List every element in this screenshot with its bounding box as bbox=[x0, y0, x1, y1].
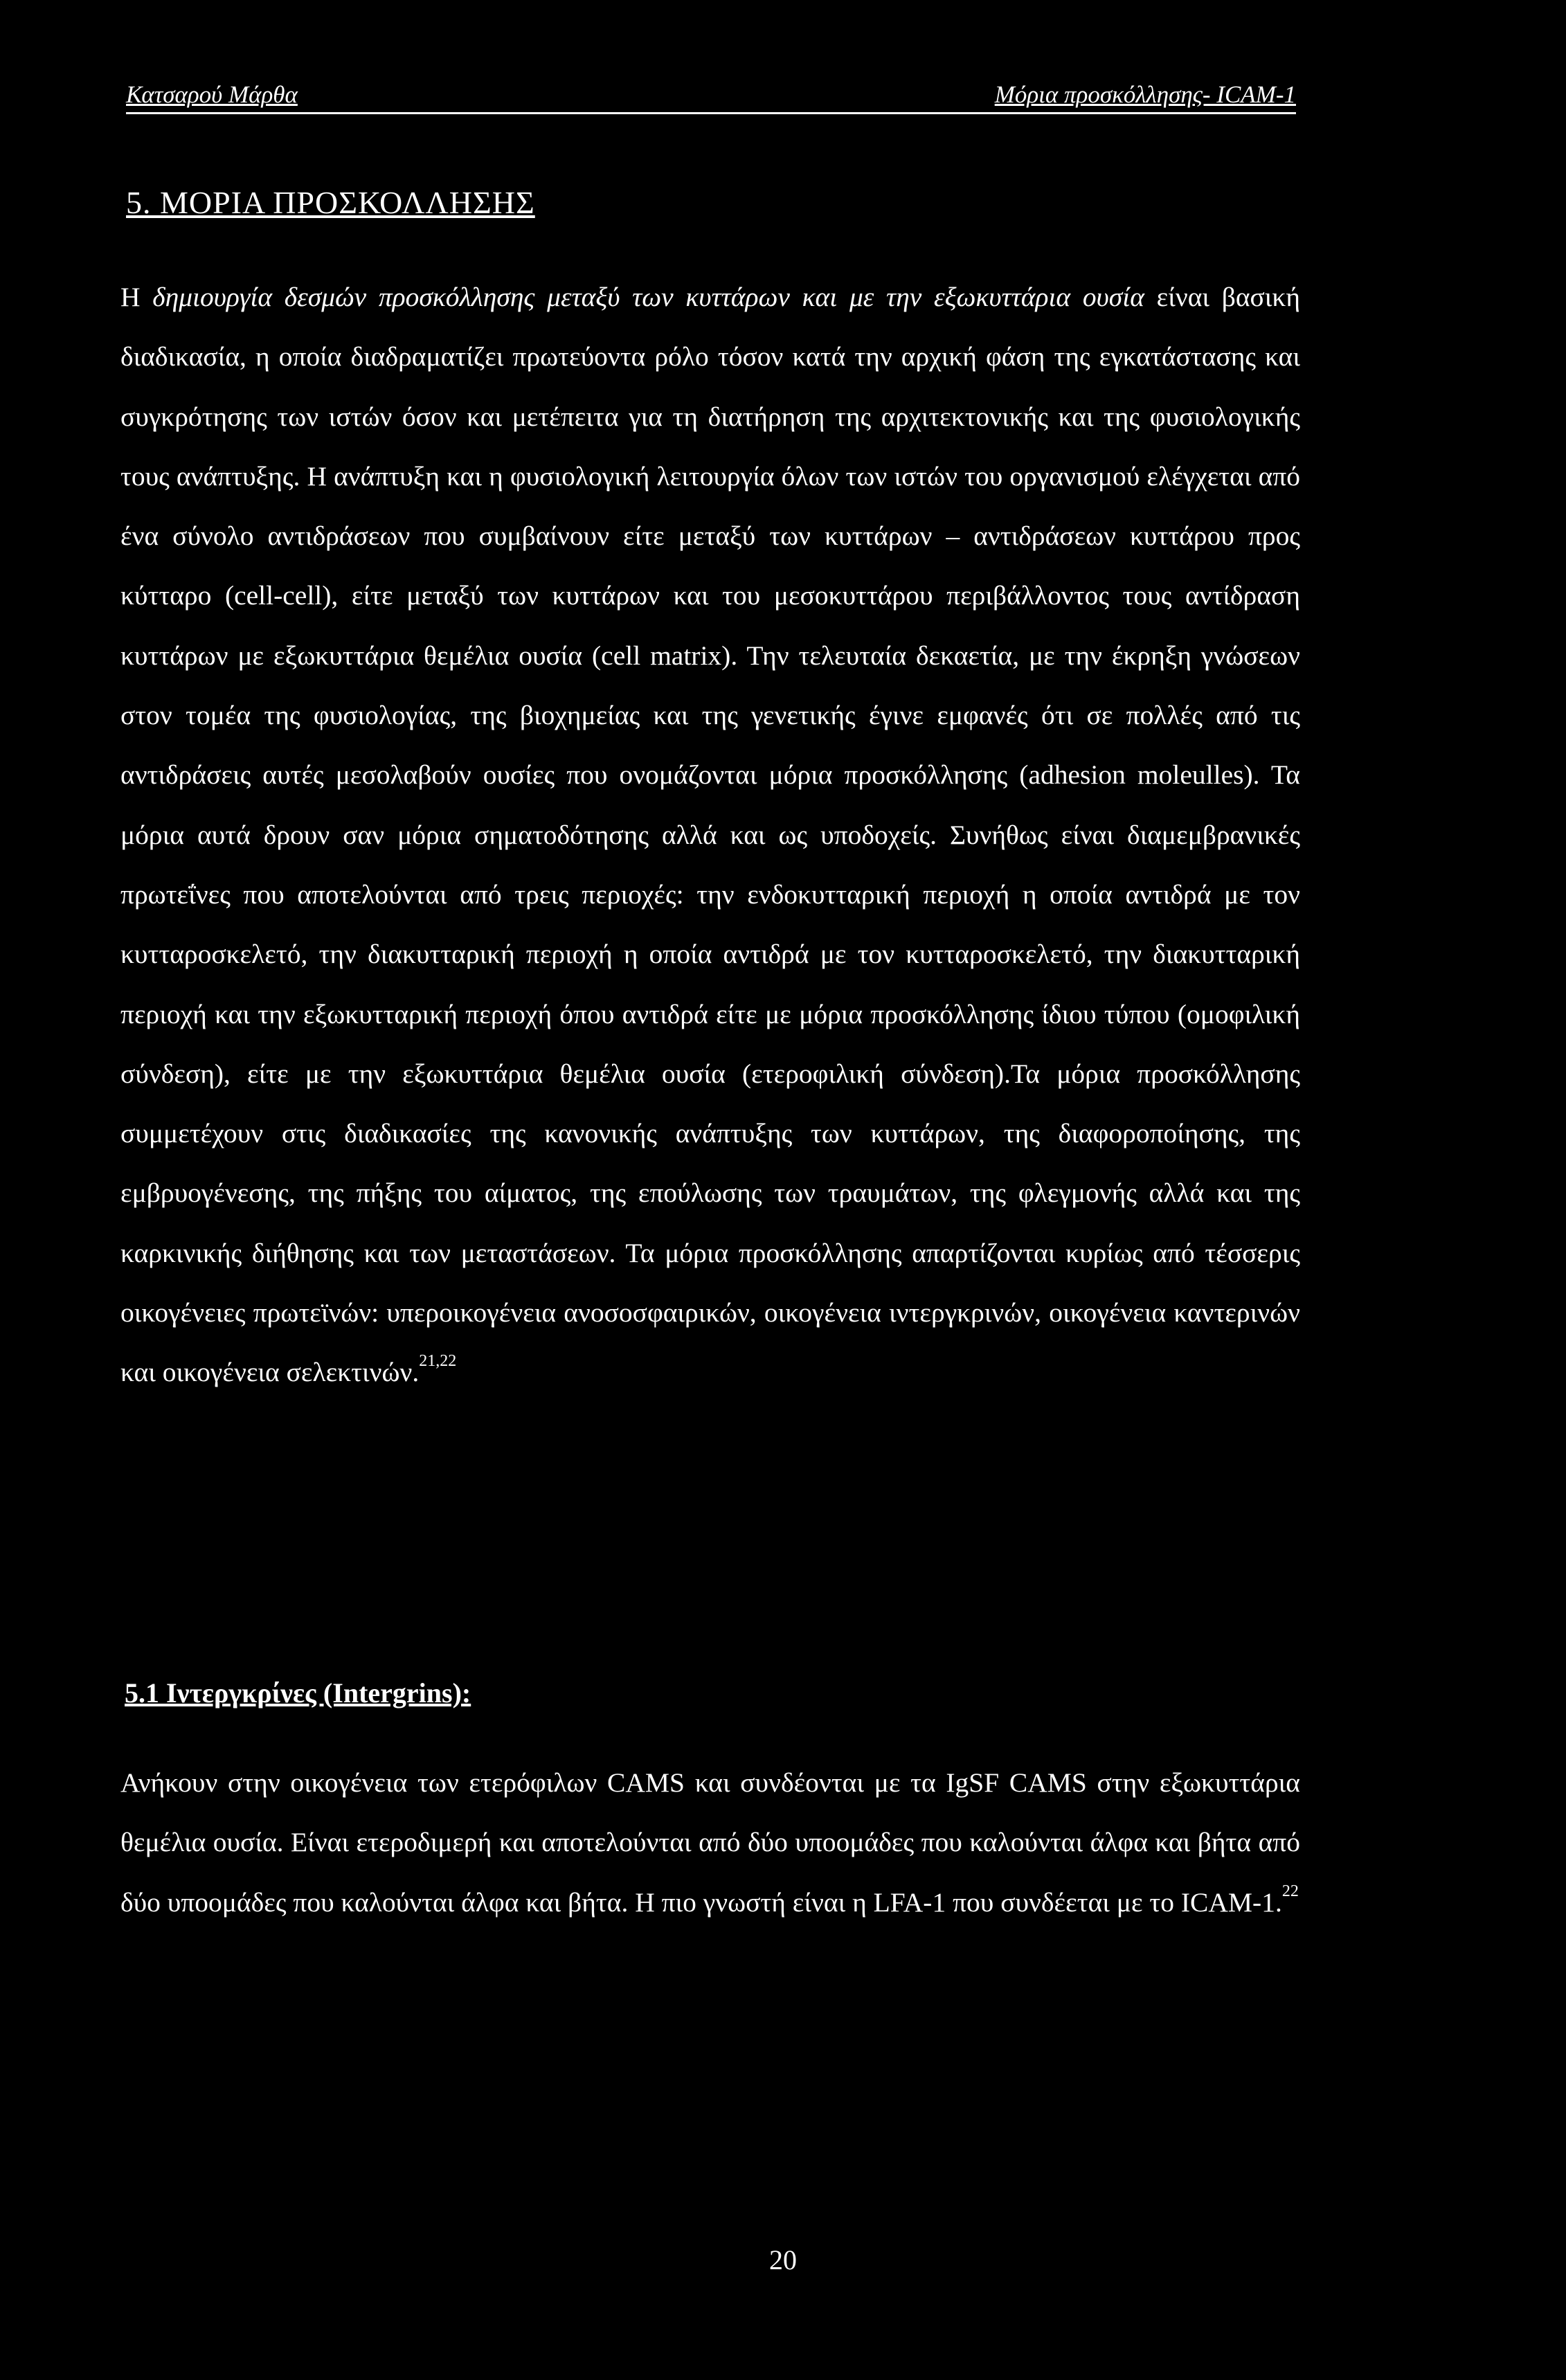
paragraph-italic-phrase: δημιουργία δεσμών προσκόλλησης μεταξύ των κυττάρων και με την εξωκυττάρια ουσία bbox=[152, 282, 1144, 312]
reference-superscript: 21,22 bbox=[419, 1352, 457, 1371]
subsection-paragraph bbox=[120, 1753, 1300, 1932]
paragraph-lead: Η bbox=[120, 282, 141, 312]
header-running-title: Μόρια προσκόλλησης- ICAM-1 bbox=[994, 81, 1296, 108]
page-number: 20 bbox=[769, 2244, 797, 2275]
reference-superscript: 22 bbox=[1281, 1882, 1299, 1900]
paragraph-body: είναι βασική διαδικασία, η οποία διαδραματίζει πρωτεύοντα ρόλο τόσον κατά την αρχική φάση της εγκατάστασης και συγκρότησης των ιστών όσον και μετέπειτα για τη διατήρηση της αρχιτεκτονικής και της φυσιολογικής τους ανάπτυξης. Η ανάπτυξη και η φυσιολογική λειτουργία όλων των ιστών του οργανισμού ελέγχεται από ένα σύνολο αντιδράσεων που συμβαίνουν είτε μεταξύ των κυττάρων – αντιδράσεων κυττάρου προς κύτταρο (cell-cell), είτε μεταξύ των κυττάρων και του μεσοκυττάρου περιβάλλοντος τους αντίδραση κυττάρων με εξωκυττάρια θεμέλια ουσία (cell matrix). Την τελευταία δεκαετία, με την έκρηξη γνώσεων στον τομέα της φυσιολογίας, της βιοχημείας και της γενετικής έγινε εμφανές ότι σε πολλές από τις αντιδράσεις αυτές μεσολαβούν ουσίες που ονομάζονται μόρια προσκόλλησης (adhesion moleulles). Τα μόρια αυτά δρουν σαν μόρια σηματοδότησης αλλά και ως υποδοχείς. Συνήθως είναι διαμεμβρανικές πρωτεΐνες που αποτελούνται από τρεις περιοχές: την ενδοκυτταρική περιοχή η οποία αντιδρά με τον κυτταροσκελετό, την διακυτταρική περιοχή η οποία αντιδρά με τον κυτταροσκελετό, την διακυτταρική περιοχή και την εξωκυτταρική περιοχή όπου αντιδρά είτε με μόρια προσκόλλησης ίδιου τύπου (ομοφιλική σύνδεση), είτε με την εξωκυττάρια θεμέλια ουσία (ετεροφιλική σύνδεση).Τα μόρια προσκόλλησης συμμετέχουν στις διαδικασίες της κανονικής ανάπτυξης των κυττάρων, της διαφοροποίησης, της εμβρυογένεσης, της πήξης του αίματος, της επούλωσης των τραυμάτων, της φλεγμονής αλλά και της καρκινικής διήθησης και των μεταστάσεων. Τα μόρια προσκόλλησης απαρτίζονται κυρίως από τέσσερις οικογένειες πρωτεϊνών: υπεροικογένεια ανοσοσφαιρικών, οικογένεια ιντεργκρινών, οικογένεια καντερινών και οικογένεια σελεκτινών. bbox=[120, 282, 1300, 1388]
running-header bbox=[126, 78, 1296, 114]
subsection-title: 5.1 Ιντεργκρίνες (Intergrins): bbox=[125, 1677, 471, 1709]
subsection-paragraph-body: Ανήκουν στην οικογένεια των ετερόφιλων CAMS και συνδέονται με τα IgSF CAMS στην εξωκυττάρια θεμέλια ουσία. Είναι ετεροδιμερή και αποτελούνται από δύο υποομάδες που καλούνται άλφα και βήτα από δύο υποομάδες που καλούνται άλφα και βήτα. Η πιο γνωστή είναι η LFA-1 που συνδέεται με το ICAM-1. bbox=[120, 1767, 1300, 1918]
section-title: 5. ΜΟΡΙΑ ΠΡΟΣΚΟΛΛΗΣΗΣ bbox=[126, 185, 535, 220]
header-author: Κατσαρού Μάρθα bbox=[126, 81, 298, 108]
section-paragraph bbox=[120, 267, 1300, 1403]
